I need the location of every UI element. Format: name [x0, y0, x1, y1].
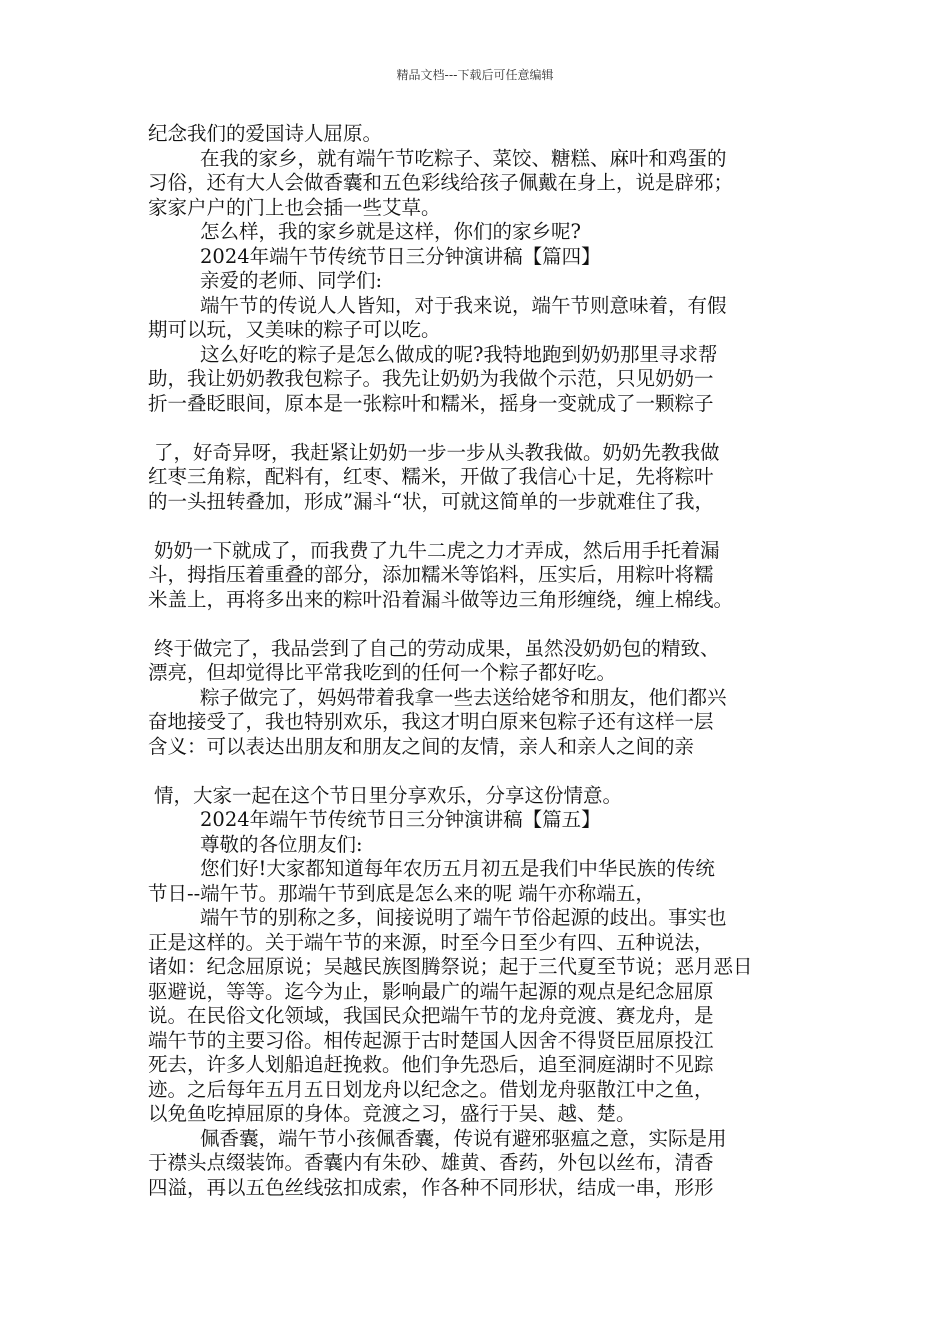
text-line: 情，大家一起在这个节日里分享欢乐，分享这份情意。: [154, 783, 623, 807]
line-gap: [148, 612, 820, 637]
text-line: 尊敬的各位朋友们:: [200, 832, 363, 856]
text-line: 端午节的传说人人皆知，对于我来说，端午节则意味着，有假: [200, 293, 727, 317]
text-line: 期可以玩，又美味的粽子可以吃。: [148, 318, 441, 341]
text-line: 漂亮，但却觉得比平常我吃到的任何一个粽子都好吃。: [148, 661, 617, 684]
text-line: 节日--端午节。那端午节到底是怎么来的呢 端午亦称端五，: [148, 881, 655, 905]
line-gap: [148, 514, 820, 539]
document-body: [148, 122, 820, 1200]
section-heading: 2024年端午节传统节日三分钟演讲稿【篇四】: [200, 244, 601, 268]
text-line: 佩香囊，端午节小孩佩香囊，传说有避邪驱瘟之意，实际是用: [200, 1126, 727, 1150]
line-gap: [148, 759, 820, 784]
text-line: 助，我让奶奶教我包粽子。我先让奶奶为我做个示范，只见奶奶一: [148, 367, 714, 390]
text-line: 家家户户的门上也会插一些艾草。: [148, 195, 441, 219]
text-line: 习俗，还有大人会做香囊和五色彩线给孩子佩戴在身上，说是辟邪；: [148, 171, 734, 194]
text-line: 怎么样，我的家乡就是这样，你们的家乡呢?: [200, 220, 581, 243]
text-line: 折一叠眨眼间，原本是一张粽叶和糯米，摇身一变就成了一颗粽子: [148, 391, 714, 415]
text-line: 红枣三角粽，配料有，红枣、糯米，开做了我信心十足，先将粽叶: [148, 465, 714, 488]
text-line: 这么好吃的粽子是怎么做成的呢?我特地跑到奶奶那里寻求帮: [200, 342, 718, 366]
text-line: 的一头扭转叠加，形成”漏斗“状，可就这简单的一步就难住了我，: [148, 489, 714, 513]
text-line: 说。在民俗文化领域，我国民众把端午节的龙舟竞渡、赛龙舟，是: [148, 1004, 714, 1027]
text-line: 迹。之后每年五月五日划龙舟以纪念之。借划龙舟驱散江中之鱼，: [148, 1077, 714, 1101]
text-line: 了，好奇异呀，我赶紧让奶奶一步一步从头教我做。奶奶先教我做: [154, 440, 720, 464]
text-line: 端午节的主要习俗。相传起源于古时楚国人因舍不得贤臣屈原投江: [148, 1028, 714, 1052]
text-line: 在我的家乡，就有端午节吃粽子、菜饺、糖糕、麻叶和鸡蛋的: [200, 146, 727, 170]
text-line: 以免鱼吃掉屈原的身体。竞渡之习，盛行于吴、越、楚。: [148, 1102, 636, 1125]
section-heading: 2024年端午节传统节日三分钟演讲稿【篇五】: [200, 808, 601, 831]
text-line: 正是这样的。关于端午节的来源，时至今日至少有四、五种说法，: [148, 930, 714, 954]
text-line: 纪念我们的爱国诗人屈原。: [148, 122, 383, 145]
text-line: 奋地接受了，我也特别欢乐，我这才明白原来包粽子还有这样一层: [148, 710, 714, 733]
text-line: 亲爱的老师、同学们:: [200, 269, 383, 292]
text-line: 端午节的别称之多，间接说明了端午节俗起源的歧出。事实也: [200, 906, 727, 929]
text-line: 四溢，再以五色丝线弦扣成索，作各种不同形状，结成一串，形形: [148, 1175, 714, 1199]
text-line: 于襟头点缀装饰。香囊内有朱砂、雄黄、香药，外包以丝布，清香: [148, 1151, 714, 1174]
text-line: 驱避说，等等。迄今为止，影响最广的端午起源的观点是纪念屈原: [148, 979, 714, 1003]
page-header: 精品文档---下载后可任意编辑: [396, 68, 554, 82]
text-line: 米盖上，再将多出来的粽叶沿着漏斗做等边三角形缠绕，缠上棉线。: [148, 587, 734, 611]
text-line: 终于做完了，我品尝到了自己的劳动成果，虽然没奶奶包的精致、: [154, 636, 720, 660]
line-gap: [148, 416, 820, 441]
text-line: 粽子做完了，妈妈带着我拿一些去送给姥爷和朋友，他们都兴: [200, 685, 727, 709]
text-line: 诸如：纪念屈原说；吴越民族图腾祭说；起于三代夏至节说；恶月恶日: [148, 955, 753, 978]
text-line: 斗，拇指压着重叠的部分，添加糯米等馅料，压实后，用粽叶将糯: [148, 563, 714, 586]
text-line: 奶奶一下就成了，而我费了九牛二虎之力才弄成，然后用手托着漏: [154, 538, 720, 562]
text-line: 含义：可以表达出朋友和朋友之间的友情，亲人和亲人之间的亲: [148, 734, 695, 758]
text-line: 您们好!大家都知道每年农历五月初五是我们中华民族的传统: [200, 857, 715, 880]
text-line: 死去，许多人划船追赶挽救。他们争先恐后，追至洞庭湖时不见踪: [148, 1053, 714, 1076]
